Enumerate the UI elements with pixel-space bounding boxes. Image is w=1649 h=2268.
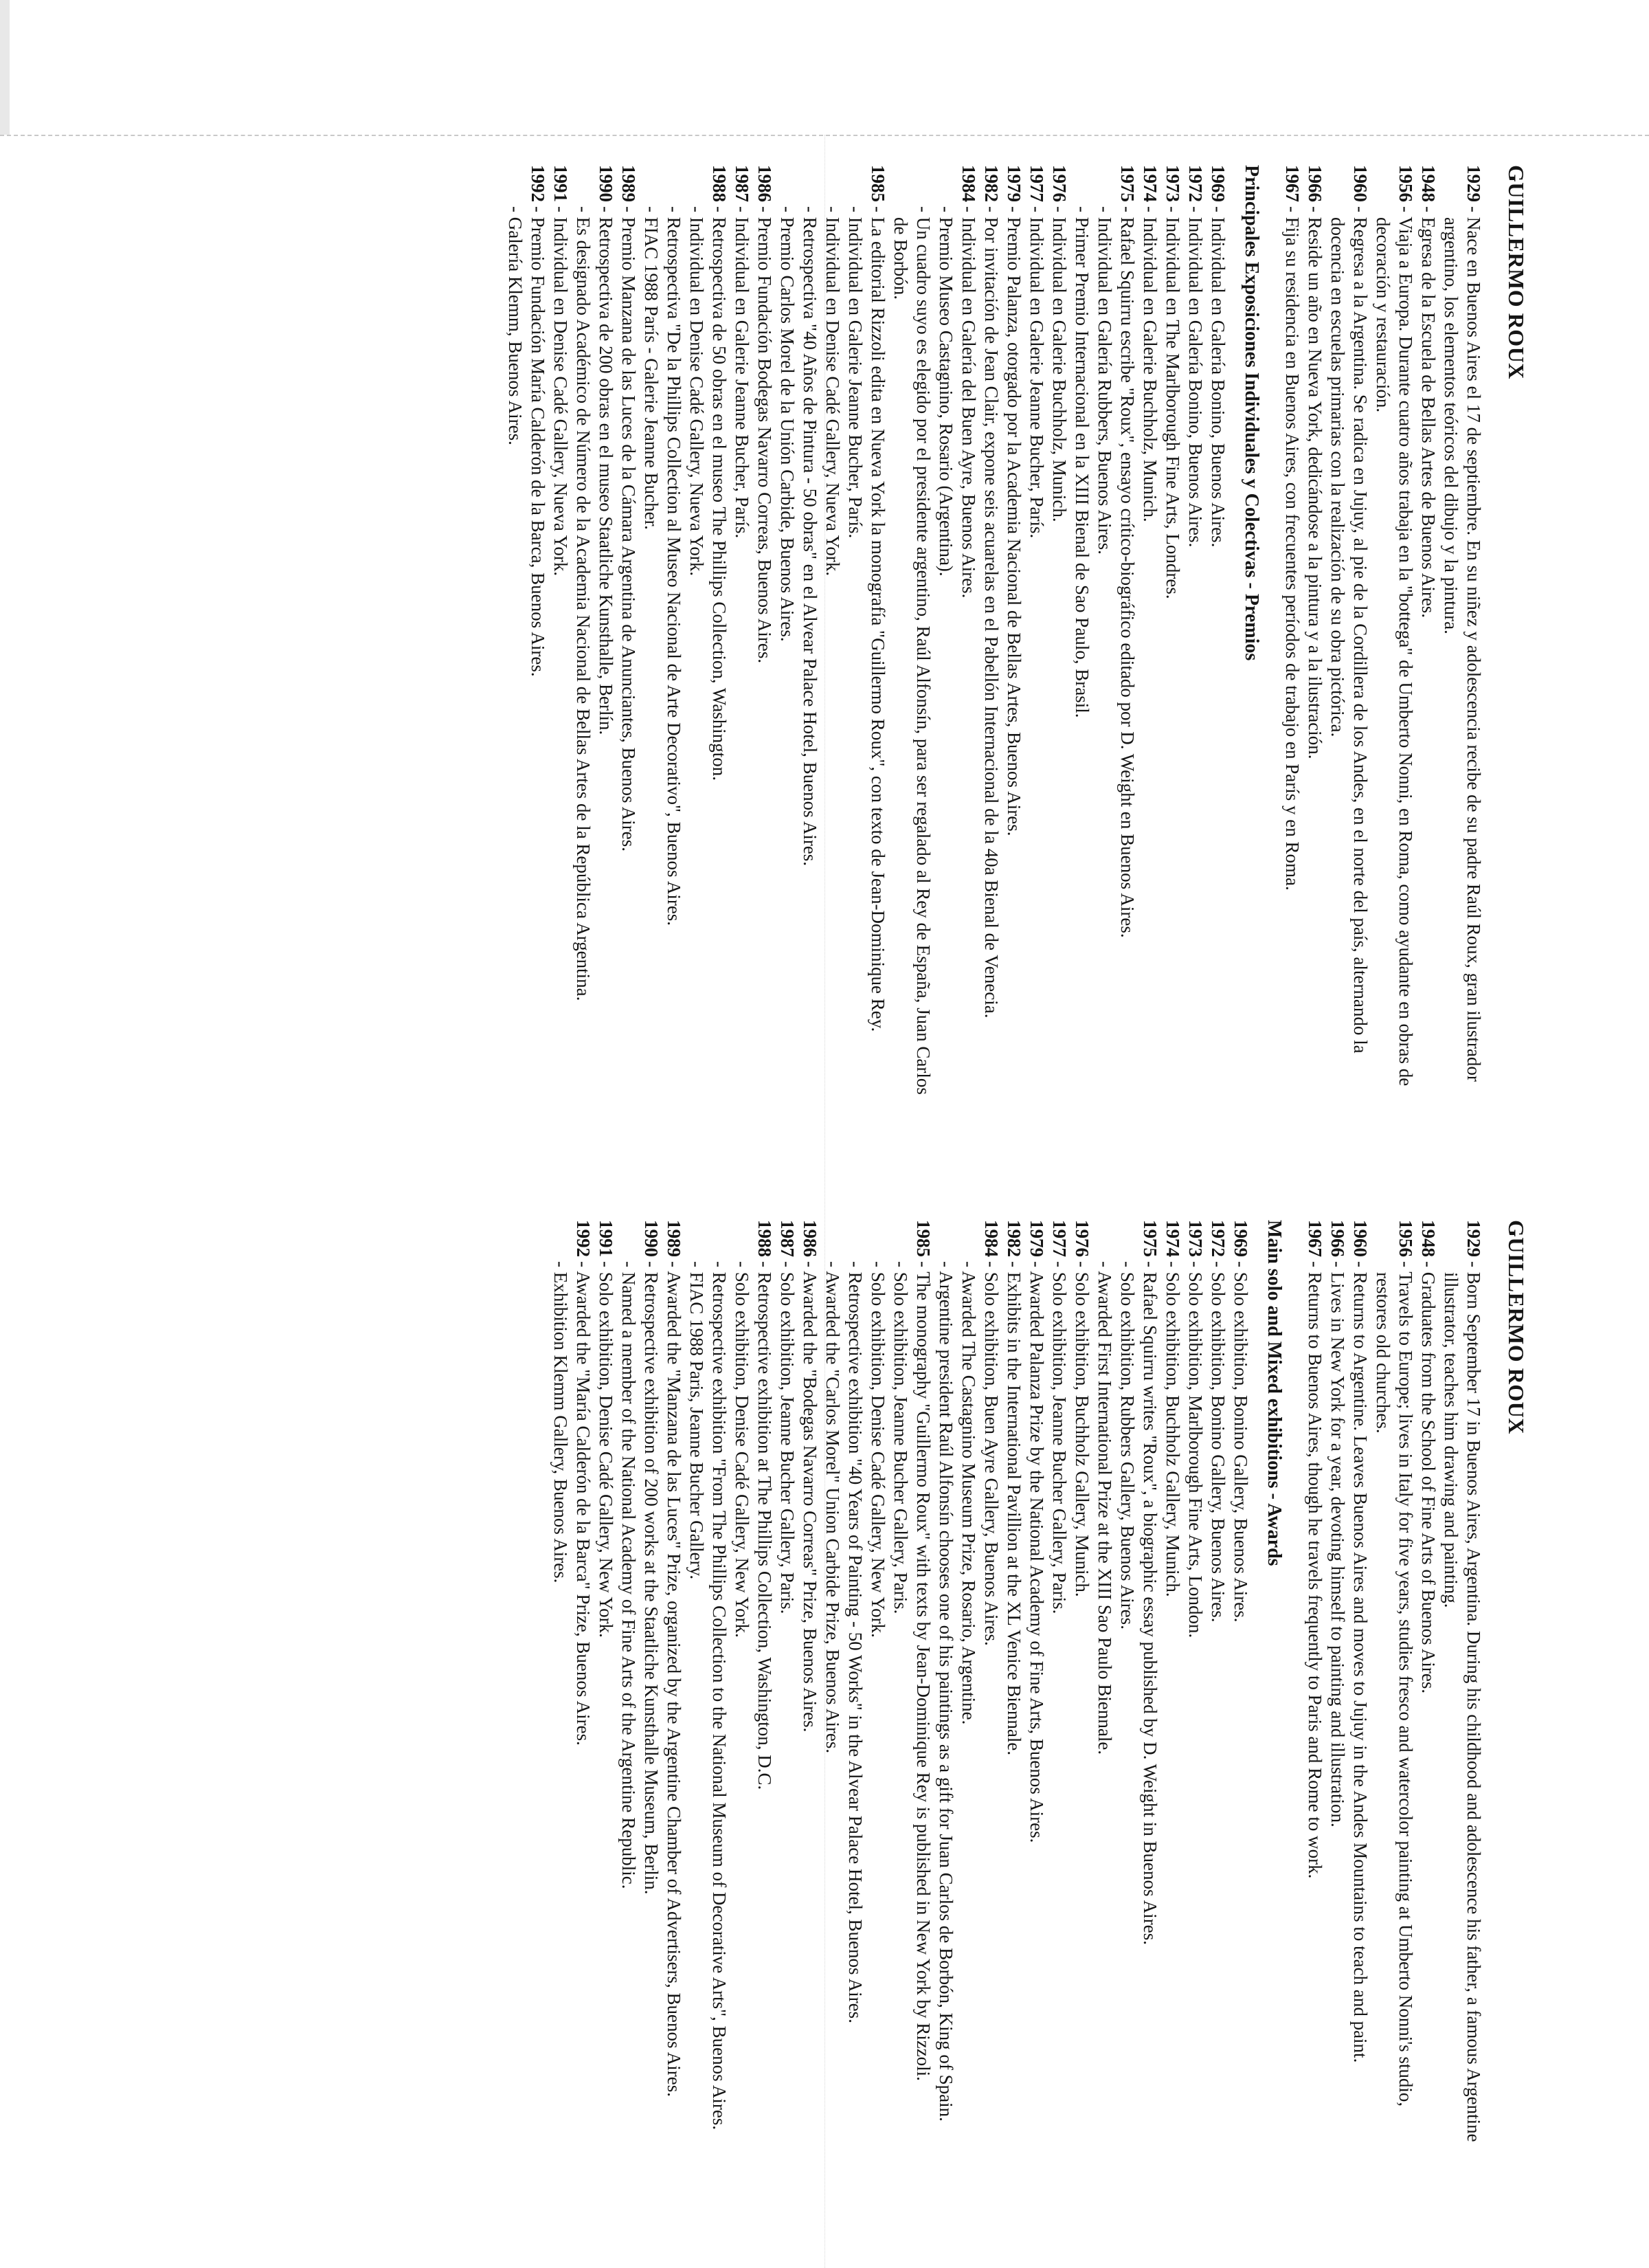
entry-year: 1992 (573, 1220, 594, 1257)
list-item (1138, 1220, 1161, 2155)
entry-text: - Premio Palanza, otorgado por la Academia Nacional de Bellas Artes, Buenos Aires. (1004, 206, 1024, 836)
entry-year: 1982 (981, 165, 1002, 202)
entry-year: 1979 (1027, 1220, 1047, 1257)
entry-text: - Solo exhibition, Buchholz Gallery, Munich. (1163, 1261, 1183, 1597)
entry-year: 1967 (1305, 1220, 1325, 1257)
entry-text: - Rafael Squirru writes "Roux", a biographic essay published by D. Weight in Buenos Aires. (1140, 1261, 1160, 1945)
entry-year: 1956 (1395, 165, 1416, 202)
entry-text: - Individual en Denise Cadé Gallery, Nueva York. (686, 206, 707, 577)
page-title: GUILLERMO ROUX (1504, 1220, 1529, 1434)
list-item (980, 165, 1002, 1100)
list-item (1229, 1220, 1252, 2155)
entry-year: 1986 (800, 1220, 820, 1257)
entry-year: 1986 (754, 165, 775, 202)
entry-text: - Named a member of the National Academy of Fine Arts of the Argentine Republic. (618, 1261, 639, 1889)
entry-text: - Individual en Galerie Buchholz, Munich. (1140, 206, 1160, 522)
entry-year: 1982 (1004, 1220, 1024, 1257)
list-item (1439, 1220, 1485, 2155)
list-item (549, 165, 572, 1100)
entry-year: 1966 (1327, 1220, 1348, 1257)
entry-text: - Exhibition Klemm Gallery, Buenos Aires. (550, 1261, 571, 1583)
entry-year: 1985 (868, 165, 888, 202)
entry-text: - Rafael Squirru escribe "Roux", ensayo crítico-biográfico editado por D. Weight en Buenos Aires. (1117, 206, 1138, 938)
list-item (685, 1220, 708, 2155)
entry-text: - The monography "Guillermo Roux" with texts by Jean-Dominique Rey is published in New York by Rizzoli. (913, 1261, 934, 2081)
entry-text: - Retrospectiva de 200 obras en el museo Staatliche Kunsthalle, Berlín. (596, 206, 616, 735)
list-item (1207, 1220, 1229, 2155)
entry-text: - Retrospectiva "De la Phillips Collection al Museo Nacional de Arte Decorativo", Buenos Aires. (664, 206, 684, 926)
entry-year: 1966 (1305, 165, 1325, 202)
entry-text: - Argentine president Raúl Alfonsín chooses one of his paintings as a gift for Juan Carlos de Borbón, King of Spain. (936, 1261, 956, 2122)
entry-year: 1960 (1350, 1220, 1371, 1257)
entry-text: - Individual en The Marlborough Fine Arts, Londres. (1163, 206, 1183, 599)
entry-text: - Individual en Galerie Jeanne Bucher, París. (732, 206, 752, 539)
entry-text: - Un cuadro suyo es elegido por el presidente argentino, Raúl Alfonsín, para ser regalado al Rey de España, Juan Carlos de Borbón. (890, 206, 934, 1095)
list-item (798, 1220, 821, 2155)
list-item (1207, 165, 1229, 1100)
list-item (1326, 1220, 1349, 2155)
entry-text: - Returns to Buenos Aires, though he travels frequently to Paris and Rome to work. (1305, 1261, 1325, 1879)
list-item (1070, 165, 1093, 1100)
page-corner (0, 0, 10, 135)
entry-year: 1985 (913, 1220, 934, 1257)
entry-text: - Solo exhibition, Buen Ayre Gallery, Buenos Aires. (981, 1261, 1002, 1646)
entry-text: - Solo exhibition, Buchholz Gallery, Munich. (1072, 1261, 1092, 1597)
entry-year: 1977 (1027, 165, 1047, 202)
entry-text: - Solo exhibition, Jeanne Bucher Gallery, Paris. (1049, 1261, 1070, 1614)
list-item (572, 1220, 594, 2155)
list-item (662, 165, 685, 1100)
list-item (617, 1220, 640, 2155)
entry-text: - FIAC 1988 Paris, Jeanne Bucher Gallery. (686, 1261, 707, 1580)
entry-year: 1972 (1185, 165, 1206, 202)
list-item (866, 165, 889, 1100)
entry-year: 1992 (528, 165, 548, 202)
list-item (753, 1220, 776, 2155)
list-item (1116, 165, 1138, 1100)
entry-text: - Retrospectiva "40 Años de Pintura - 50 obras" en el Alvear Palace Hotel, Buenos Aires. (800, 206, 820, 867)
list-item (889, 1220, 912, 2155)
entry-text: - Individual en Galería Bonino, Buenos Aires. (1208, 206, 1229, 548)
entry-text: - Graduates from the School of Fine Arts of Buenos Aires. (1418, 1261, 1439, 1694)
entry-text: - Retrospective exhibition of 200 works at the Staatliche Kunsthalle Museum, Berlin. (641, 1261, 662, 1895)
list-item (1371, 165, 1417, 1100)
entry-year: 1974 (1163, 1220, 1183, 1257)
entry-text: - Individual en Galerie Buchholz, Munich. (1049, 206, 1070, 522)
entry-text: - Awarded the "Carlos Morel" Union Carbide Prize, Buenos Aires. (822, 1261, 843, 1754)
list-item (753, 165, 776, 1100)
entry-text: - Viaja a Europa. Durante cuatro años trabaja en la "bottega" de Umberto Nonni, en Roma, como ayudante en obras de decoración y restauración. (1373, 206, 1416, 1087)
list-item (1093, 165, 1116, 1100)
list-item (980, 1220, 1002, 2155)
section-heading: Principales Exposiciones Individuales y Colectivas - Premios (1241, 165, 1262, 661)
entry-text: - Reside un año en Nueva York, dedicándose a la pintura y a la ilustración. (1305, 206, 1325, 759)
entry-text: - Retrospective exhibition "40 Years of Painting - 50 Works" in the Alvear Palace Hotel, Buenos Aires. (845, 1261, 866, 2023)
list-item (776, 1220, 798, 2155)
list-item (594, 165, 617, 1100)
entry-year: 1976 (1072, 1220, 1092, 1257)
list-item (934, 165, 957, 1100)
entry-text: - Solo exhibition, Bonino Gallery, Buenos Aires. (1208, 1261, 1229, 1623)
list-item (572, 165, 594, 1100)
list-item (1326, 165, 1371, 1100)
entry-text: - Regresa a la Argentina. Se radica en Jujuy, al pie de la Cordillera de los Andes, en el norte del país, alternando la docencia en escuelas primarias con la realización de su obra pictórica. (1327, 206, 1371, 1054)
list-item (844, 1220, 866, 2155)
list-item (504, 165, 526, 1100)
entry-year: 1948 (1418, 1220, 1439, 1257)
entry-text: - Solo exhibition, Bonino Gallery, Buenos Aires. (1231, 1261, 1251, 1623)
list-item (889, 165, 934, 1100)
entry-text: - Returns to Argentine. Leaves Buenos Aires and moves to Jujuy in the Andes Mountains to teach and paint. (1350, 1261, 1371, 2063)
entry-year: 1984 (958, 165, 979, 202)
list-item (776, 165, 798, 1100)
list-item (934, 1220, 957, 2155)
list-item (1002, 165, 1025, 1100)
list-item (1048, 165, 1070, 1100)
list-item (957, 165, 980, 1100)
section-heading: Main solo and Mixed exhibitions - Awards (1264, 1220, 1285, 1566)
entry-year: 1979 (1004, 165, 1024, 202)
list-item (1048, 1220, 1070, 2155)
entry-year: 1975 (1140, 1220, 1160, 1257)
entry-text: - FIAC 1988 París - Galerie Jeanne Bucher. (641, 206, 662, 530)
entry-year: 1988 (754, 1220, 775, 1257)
entry-year: 1977 (1049, 1220, 1070, 1257)
entry-text: - Awarded First International Prize at the XIII Sao Paulo Biennale. (1095, 1261, 1115, 1755)
entry-text: - Egresa de la Escuela de Bellas Artes de Buenos Aires. (1418, 206, 1439, 619)
exhibitions-list (549, 1220, 1252, 2155)
list-item (1417, 1220, 1439, 2155)
entry-year: 1990 (641, 1220, 662, 1257)
list-item (957, 1220, 980, 2155)
list-item (1349, 1220, 1371, 2155)
entry-text: - Solo exhibition, Jeanne Bucher Gallery, Paris. (777, 1261, 798, 1614)
list-item (1303, 165, 1326, 1100)
list-item (640, 1220, 662, 2155)
entry-text: - Individual en Denise Cadé Gallery, Nueva York. (822, 206, 843, 577)
list-item (662, 1220, 685, 2155)
list-item (821, 1220, 844, 2155)
list-item (708, 1220, 730, 2155)
entry-text: - Individual en Denise Cadé Gallery, Nueva York. (550, 206, 571, 577)
entry-text: - Awarded Palanza Prize by the National Academy of Fine Arts, Buenos Aires. (1027, 1261, 1047, 1843)
list-item (912, 1220, 934, 2155)
entry-year: 1991 (596, 1220, 616, 1257)
list-item (1281, 165, 1303, 1100)
entry-year: 1990 (596, 165, 616, 202)
entry-year: 1929 (1463, 165, 1484, 202)
english-panel (31, 1220, 1529, 2155)
list-item (640, 165, 662, 1100)
list-item (1161, 1220, 1184, 2155)
entry-text: - Solo exhibition, Denise Cadé Gallery, New York. (868, 1261, 888, 1638)
entry-text: - Fija su residencia en Buenos Aires, con frecuentes períodos de trabajo en París y en Roma. (1282, 206, 1303, 891)
list-item (1184, 1220, 1207, 2155)
exhibitions-list (504, 165, 1229, 1100)
list-item (1116, 1220, 1138, 2155)
list-item (1161, 165, 1184, 1100)
entry-text: - Premio Fundación María Calderón de la Barca, Buenos Aires. (528, 206, 548, 677)
list-item (844, 165, 866, 1100)
entry-text: - Premio Fundación Bodegas Navarro Correas, Buenos Aires. (754, 206, 775, 664)
list-item (526, 165, 549, 1100)
entry-text: - Premio Manzana de las Luces de la Cámara Argentina de Anunciantes, Buenos Aires. (618, 206, 639, 852)
entry-year: 1987 (777, 1220, 798, 1257)
list-item (1184, 165, 1207, 1100)
list-item (866, 1220, 889, 2155)
list-item (1002, 1220, 1025, 2155)
list-item (617, 165, 640, 1100)
list-item (594, 1220, 617, 2155)
list-item (1025, 165, 1048, 1100)
entry-text: - Solo exhibition, Denise Cadé Gallery, New York. (596, 1261, 616, 1638)
entry-text: - Primer Premio Internacional en la XIII Bienal de Sao Paulo, Brasil. (1072, 206, 1092, 718)
entry-text: - Lives in New York for a year, devoting himself to painting and illustration. (1327, 1261, 1348, 1827)
entry-year: 1973 (1163, 165, 1183, 202)
biography-list (1281, 165, 1485, 1100)
entry-text: - Individual en Galería Bonino, Buenos Aires. (1185, 206, 1206, 548)
entry-text: - Es designado Académico de Número de la Academia Nacional de Bellas Artes de la República Argentina. (573, 206, 594, 1001)
entry-text: - Retrospective exhibition at The Phillips Collection, Washington, D.C. (754, 1261, 775, 1790)
entry-text: - Solo exhibition, Jeanne Bucher Gallery, Paris. (890, 1261, 911, 1614)
entry-text: - Solo exhibition, Denise Cadé Gallery, New York. (732, 1261, 752, 1638)
page-title: GUILLERMO ROUX (1504, 165, 1529, 379)
entry-year: 1972 (1208, 1220, 1229, 1257)
entry-text: - Individual en Galería Rubbers, Buenos Aires. (1095, 206, 1115, 555)
list-item (708, 165, 730, 1100)
entry-text: - Travels to Europe; lives in Italy for five years, studies fresco and watercolor painting at Umberto Nonni's studio, restores old churches. (1373, 1261, 1416, 2107)
list-item (1093, 1220, 1116, 2155)
entry-text: - Galería Klemm, Buenos Aires. (505, 206, 526, 445)
entry-text: - Individual en Galerie Jeanne Bucher, París. (1027, 206, 1047, 539)
entry-year: 1984 (981, 1220, 1002, 1257)
entry-text: - Retrospective exhibition "From The Phillips Collection to the National Museum of Decorative Arts", Buenos Aires. (709, 1261, 730, 2131)
list-item (798, 165, 821, 1100)
list-item (730, 1220, 753, 2155)
entry-year: 1969 (1208, 165, 1229, 202)
list-item (1070, 1220, 1093, 2155)
entry-text: - Solo exhibition, Marlborough Fine Arts, London. (1185, 1261, 1206, 1638)
entry-year: 1988 (709, 165, 730, 202)
entry-text: - La editorial Rizzoli edita en Nueva York la monografía "Guillermo Roux", con texto de Jean-Dominique Rey. (868, 206, 888, 1032)
list-item (685, 165, 708, 1100)
entry-text: - Awarded the "Bodegas Navarro Correas" Prize, Buenos Aires. (800, 1261, 820, 1733)
entry-year: 1960 (1350, 165, 1371, 202)
entry-year: 1969 (1231, 1220, 1251, 1257)
entry-text: - Exhibits in the International Pavillion at the XL Venice Biennale. (1004, 1261, 1024, 1756)
entry-text: - Nace en Buenos Aires el 17 de septiembre. En su niñez y adolescencia recibe de su padre Raúl Roux, gran ilustrador argentino, los elementos teóricos del dibujo y la pintura. (1441, 206, 1484, 1082)
entry-year: 1989 (618, 165, 639, 202)
entry-year: 1975 (1117, 165, 1138, 202)
entry-year: 1974 (1140, 165, 1160, 202)
entry-text: - Awarded the "Manzana de las Luces" Prize, organized by the Argentine Chamber of Advertisers, Buenos Aires. (664, 1261, 684, 2097)
entry-year: 1989 (664, 1220, 684, 1257)
entry-text: - Retrospectiva de 50 obras en el museo The Phillips Collection, Washington. (709, 206, 730, 781)
entry-year: 1973 (1185, 1220, 1206, 1257)
entry-text: - Premio Carlos Morel de la Unión Carbide, Buenos Aires. (777, 206, 798, 642)
entry-text: - Premio Museo Castagnino, Rosario (Argentina). (936, 206, 956, 577)
list-item (1439, 165, 1485, 1100)
list-item (821, 165, 844, 1100)
list-item (1417, 165, 1439, 1100)
entry-year: 1991 (550, 165, 571, 202)
entry-text: - Individual en Galerie Jeanne Bucher, París. (845, 206, 866, 539)
entry-text: - Individual en Galería del Buen Ayre, Buenos Aires. (958, 206, 979, 599)
entry-year: 1976 (1049, 165, 1070, 202)
list-item (1138, 165, 1161, 1100)
list-item (1303, 1220, 1326, 2155)
entry-text: - Awarded The Castagnino Museum Prize, Rosario, Argentine. (958, 1261, 979, 1725)
entry-year: 1929 (1463, 1220, 1484, 1257)
list-item (730, 165, 753, 1100)
entry-text: - Por invitación de Jean Clair, expone seis acuarelas en el Pabellón Internacional de la 40a Bienal de Venecia. (981, 206, 1002, 1019)
entry-year: 1956 (1395, 1220, 1416, 1257)
entry-text: - Solo exhibition, Rubbers Gallery, Buenos Aires. (1117, 1261, 1138, 1630)
entry-year: 1967 (1282, 165, 1303, 202)
entry-text: - Born September 17 in Buenos Aires, Argentina. During his childhood and adolescence his father, a famous Argentine illustrator, teaches him drawing and painting. (1441, 1261, 1484, 2142)
entry-year: 1987 (732, 165, 752, 202)
spanish-panel (31, 165, 1529, 1100)
list-item (549, 1220, 572, 2155)
entry-text: - Awarded the "María Calderón de la Barca" Prize, Buenos Aires. (573, 1261, 594, 1746)
list-item (1025, 1220, 1048, 2155)
entry-year: 1948 (1418, 165, 1439, 202)
list-item (1371, 1220, 1417, 2155)
biography-list (1303, 1220, 1485, 2155)
